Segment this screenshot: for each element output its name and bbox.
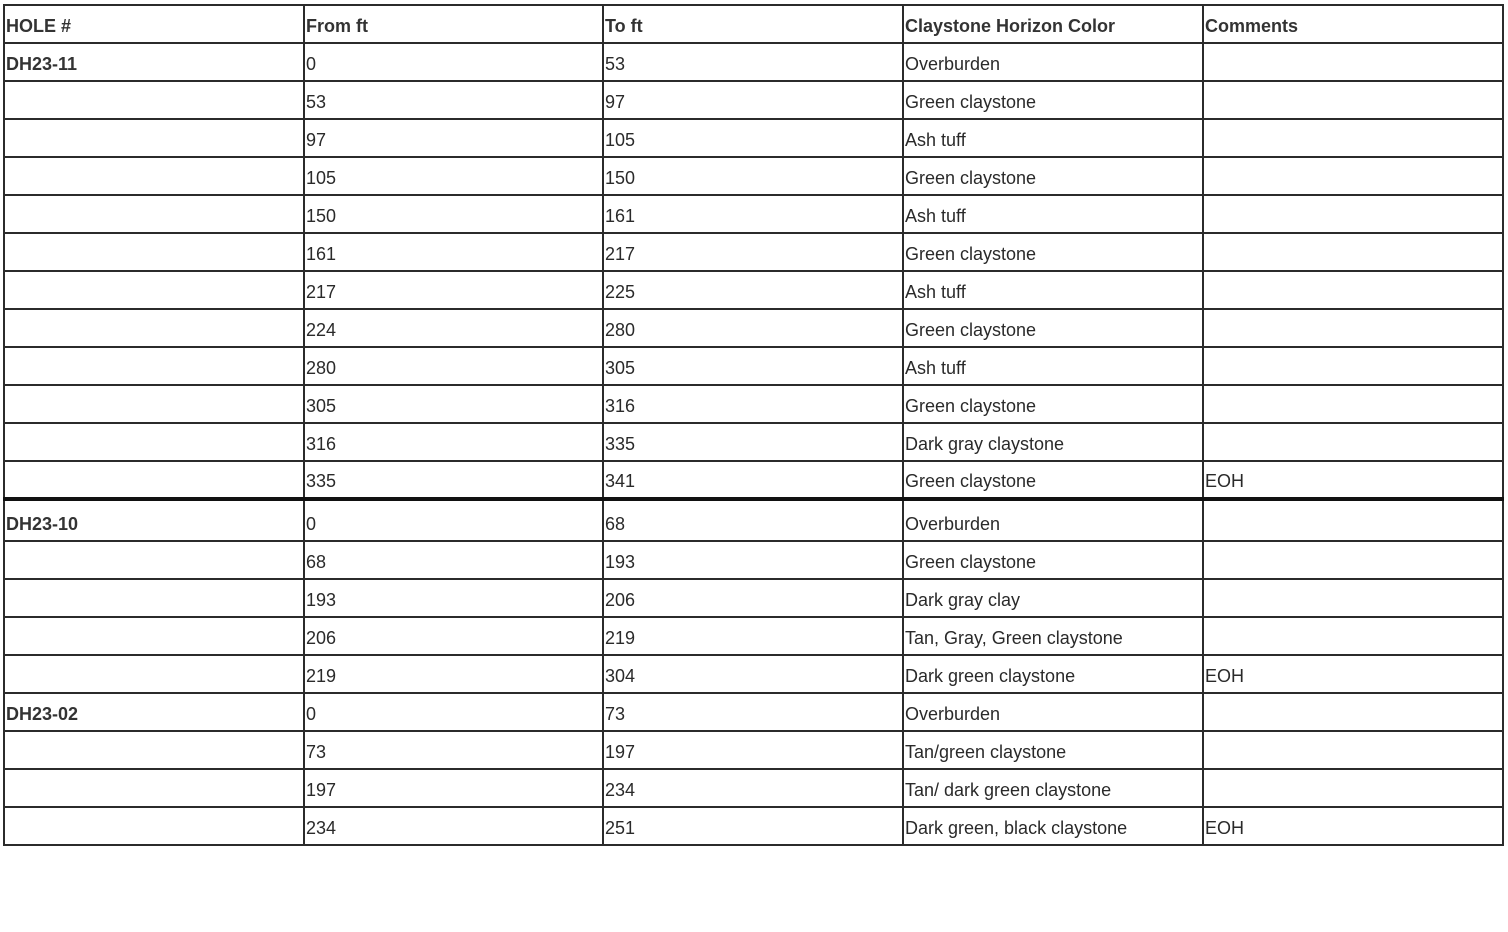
to-ft-cell: 251 <box>603 807 903 845</box>
hole-cell <box>4 769 304 807</box>
from-ft-cell: 161 <box>304 233 603 271</box>
to-ft-cell: 305 <box>603 347 903 385</box>
claystone-color-cell: Overburden <box>903 499 1203 541</box>
comment-cell <box>1203 731 1503 769</box>
comment-cell <box>1203 157 1503 195</box>
from-ft-cell: 73 <box>304 731 603 769</box>
comment-cell: EOH <box>1203 461 1503 499</box>
table-row <box>4 693 1503 731</box>
from-ft-cell: 197 <box>304 769 603 807</box>
to-ft-cell: 68 <box>603 499 903 541</box>
comment-cell <box>1203 347 1503 385</box>
from-ft-cell: 206 <box>304 617 603 655</box>
to-ft-cell: 316 <box>603 385 903 423</box>
to-ft-cell: 225 <box>603 271 903 309</box>
table-row <box>4 81 1503 119</box>
comment-cell <box>1203 617 1503 655</box>
from-ft-cell: 0 <box>304 43 603 81</box>
table-row <box>4 807 1503 845</box>
from-ft-cell: 0 <box>304 693 603 731</box>
comment-cell: EOH <box>1203 655 1503 693</box>
from-ft-cell: 217 <box>304 271 603 309</box>
claystone-color-cell: Tan/green claystone <box>903 731 1203 769</box>
to-ft-cell: 280 <box>603 309 903 347</box>
hole-cell <box>4 81 304 119</box>
from-ft-cell: 234 <box>304 807 603 845</box>
comment-cell <box>1203 541 1503 579</box>
claystone-color-cell: Ash tuff <box>903 119 1203 157</box>
from-ft-cell: 193 <box>304 579 603 617</box>
comment-cell <box>1203 499 1503 541</box>
comment-cell <box>1203 693 1503 731</box>
hole-cell <box>4 271 304 309</box>
claystone-color-cell: Overburden <box>903 43 1203 81</box>
hole-cell: DH23-11 <box>4 43 304 81</box>
table-row <box>4 347 1503 385</box>
claystone-color-cell: Dark green claystone <box>903 655 1203 693</box>
to-ft-cell: 219 <box>603 617 903 655</box>
from-ft-cell: 0 <box>304 499 603 541</box>
to-ft-cell: 53 <box>603 43 903 81</box>
table-row <box>4 655 1503 693</box>
comment-cell <box>1203 385 1503 423</box>
table-row <box>4 157 1503 195</box>
claystone-color-cell: Dark gray claystone <box>903 423 1203 461</box>
claystone-color-cell: Green claystone <box>903 461 1203 499</box>
comment-cell <box>1203 119 1503 157</box>
from-ft-cell: 219 <box>304 655 603 693</box>
comment-cell <box>1203 579 1503 617</box>
table-row <box>4 579 1503 617</box>
hole-cell <box>4 461 304 499</box>
to-ft-cell: 193 <box>603 541 903 579</box>
comment-cell <box>1203 769 1503 807</box>
header-row <box>4 5 1503 43</box>
claystone-color-cell: Tan, Gray, Green claystone <box>903 617 1203 655</box>
to-ft-cell: 150 <box>603 157 903 195</box>
hole-cell <box>4 233 304 271</box>
table-row <box>4 461 1503 499</box>
hole-cell <box>4 309 304 347</box>
table-row <box>4 385 1503 423</box>
claystone-color-cell: Overburden <box>903 693 1203 731</box>
claystone-color-cell: Green claystone <box>903 541 1203 579</box>
hole-cell <box>4 157 304 195</box>
drill-hole-table <box>3 4 1504 846</box>
claystone-color-cell: Ash tuff <box>903 271 1203 309</box>
header-to-ft: To ft <box>603 5 903 43</box>
claystone-color-cell: Ash tuff <box>903 195 1203 233</box>
table-row <box>4 119 1503 157</box>
from-ft-cell: 280 <box>304 347 603 385</box>
header-claystone-color: Claystone Horizon Color <box>903 5 1203 43</box>
to-ft-cell: 197 <box>603 731 903 769</box>
from-ft-cell: 224 <box>304 309 603 347</box>
hole-cell <box>4 195 304 233</box>
claystone-color-cell: Green claystone <box>903 233 1203 271</box>
table-row <box>4 195 1503 233</box>
to-ft-cell: 206 <box>603 579 903 617</box>
comment-cell <box>1203 233 1503 271</box>
table-row <box>4 309 1503 347</box>
header-comments: Comments <box>1203 5 1503 43</box>
to-ft-cell: 105 <box>603 119 903 157</box>
claystone-color-cell: Dark gray clay <box>903 579 1203 617</box>
hole-cell: DH23-10 <box>4 499 304 541</box>
claystone-color-cell: Dark green, black claystone <box>903 807 1203 845</box>
to-ft-cell: 304 <box>603 655 903 693</box>
comment-cell <box>1203 43 1503 81</box>
comment-cell <box>1203 81 1503 119</box>
header-hole: HOLE # <box>4 5 304 43</box>
from-ft-cell: 305 <box>304 385 603 423</box>
to-ft-cell: 335 <box>603 423 903 461</box>
table-row <box>4 617 1503 655</box>
hole-cell <box>4 655 304 693</box>
table-row <box>4 271 1503 309</box>
from-ft-cell: 53 <box>304 81 603 119</box>
to-ft-cell: 217 <box>603 233 903 271</box>
hole-cell <box>4 617 304 655</box>
hole-cell <box>4 731 304 769</box>
comment-cell <box>1203 195 1503 233</box>
hole-cell <box>4 541 304 579</box>
from-ft-cell: 316 <box>304 423 603 461</box>
from-ft-cell: 105 <box>304 157 603 195</box>
hole-cell: DH23-02 <box>4 693 304 731</box>
header-from-ft: From ft <box>304 5 603 43</box>
hole-cell <box>4 119 304 157</box>
hole-cell <box>4 579 304 617</box>
table-body <box>4 43 1503 845</box>
comment-cell <box>1203 309 1503 347</box>
hole-cell <box>4 807 304 845</box>
to-ft-cell: 341 <box>603 461 903 499</box>
claystone-color-cell: Green claystone <box>903 81 1203 119</box>
comment-cell: EOH <box>1203 807 1503 845</box>
table-row <box>4 731 1503 769</box>
claystone-color-cell: Green claystone <box>903 385 1203 423</box>
hole-cell <box>4 347 304 385</box>
table-row <box>4 541 1503 579</box>
claystone-color-cell: Ash tuff <box>903 347 1203 385</box>
claystone-color-cell: Green claystone <box>903 157 1203 195</box>
to-ft-cell: 97 <box>603 81 903 119</box>
claystone-color-cell: Green claystone <box>903 309 1203 347</box>
to-ft-cell: 234 <box>603 769 903 807</box>
claystone-color-cell: Tan/ dark green claystone <box>903 769 1203 807</box>
comment-cell <box>1203 271 1503 309</box>
to-ft-cell: 161 <box>603 195 903 233</box>
hole-cell <box>4 385 304 423</box>
from-ft-cell: 150 <box>304 195 603 233</box>
table-row <box>4 233 1503 271</box>
comment-cell <box>1203 423 1503 461</box>
table-row <box>4 423 1503 461</box>
hole-cell <box>4 423 304 461</box>
from-ft-cell: 335 <box>304 461 603 499</box>
table-row <box>4 499 1503 541</box>
from-ft-cell: 68 <box>304 541 603 579</box>
to-ft-cell: 73 <box>603 693 903 731</box>
table-row <box>4 769 1503 807</box>
from-ft-cell: 97 <box>304 119 603 157</box>
table-row <box>4 43 1503 81</box>
